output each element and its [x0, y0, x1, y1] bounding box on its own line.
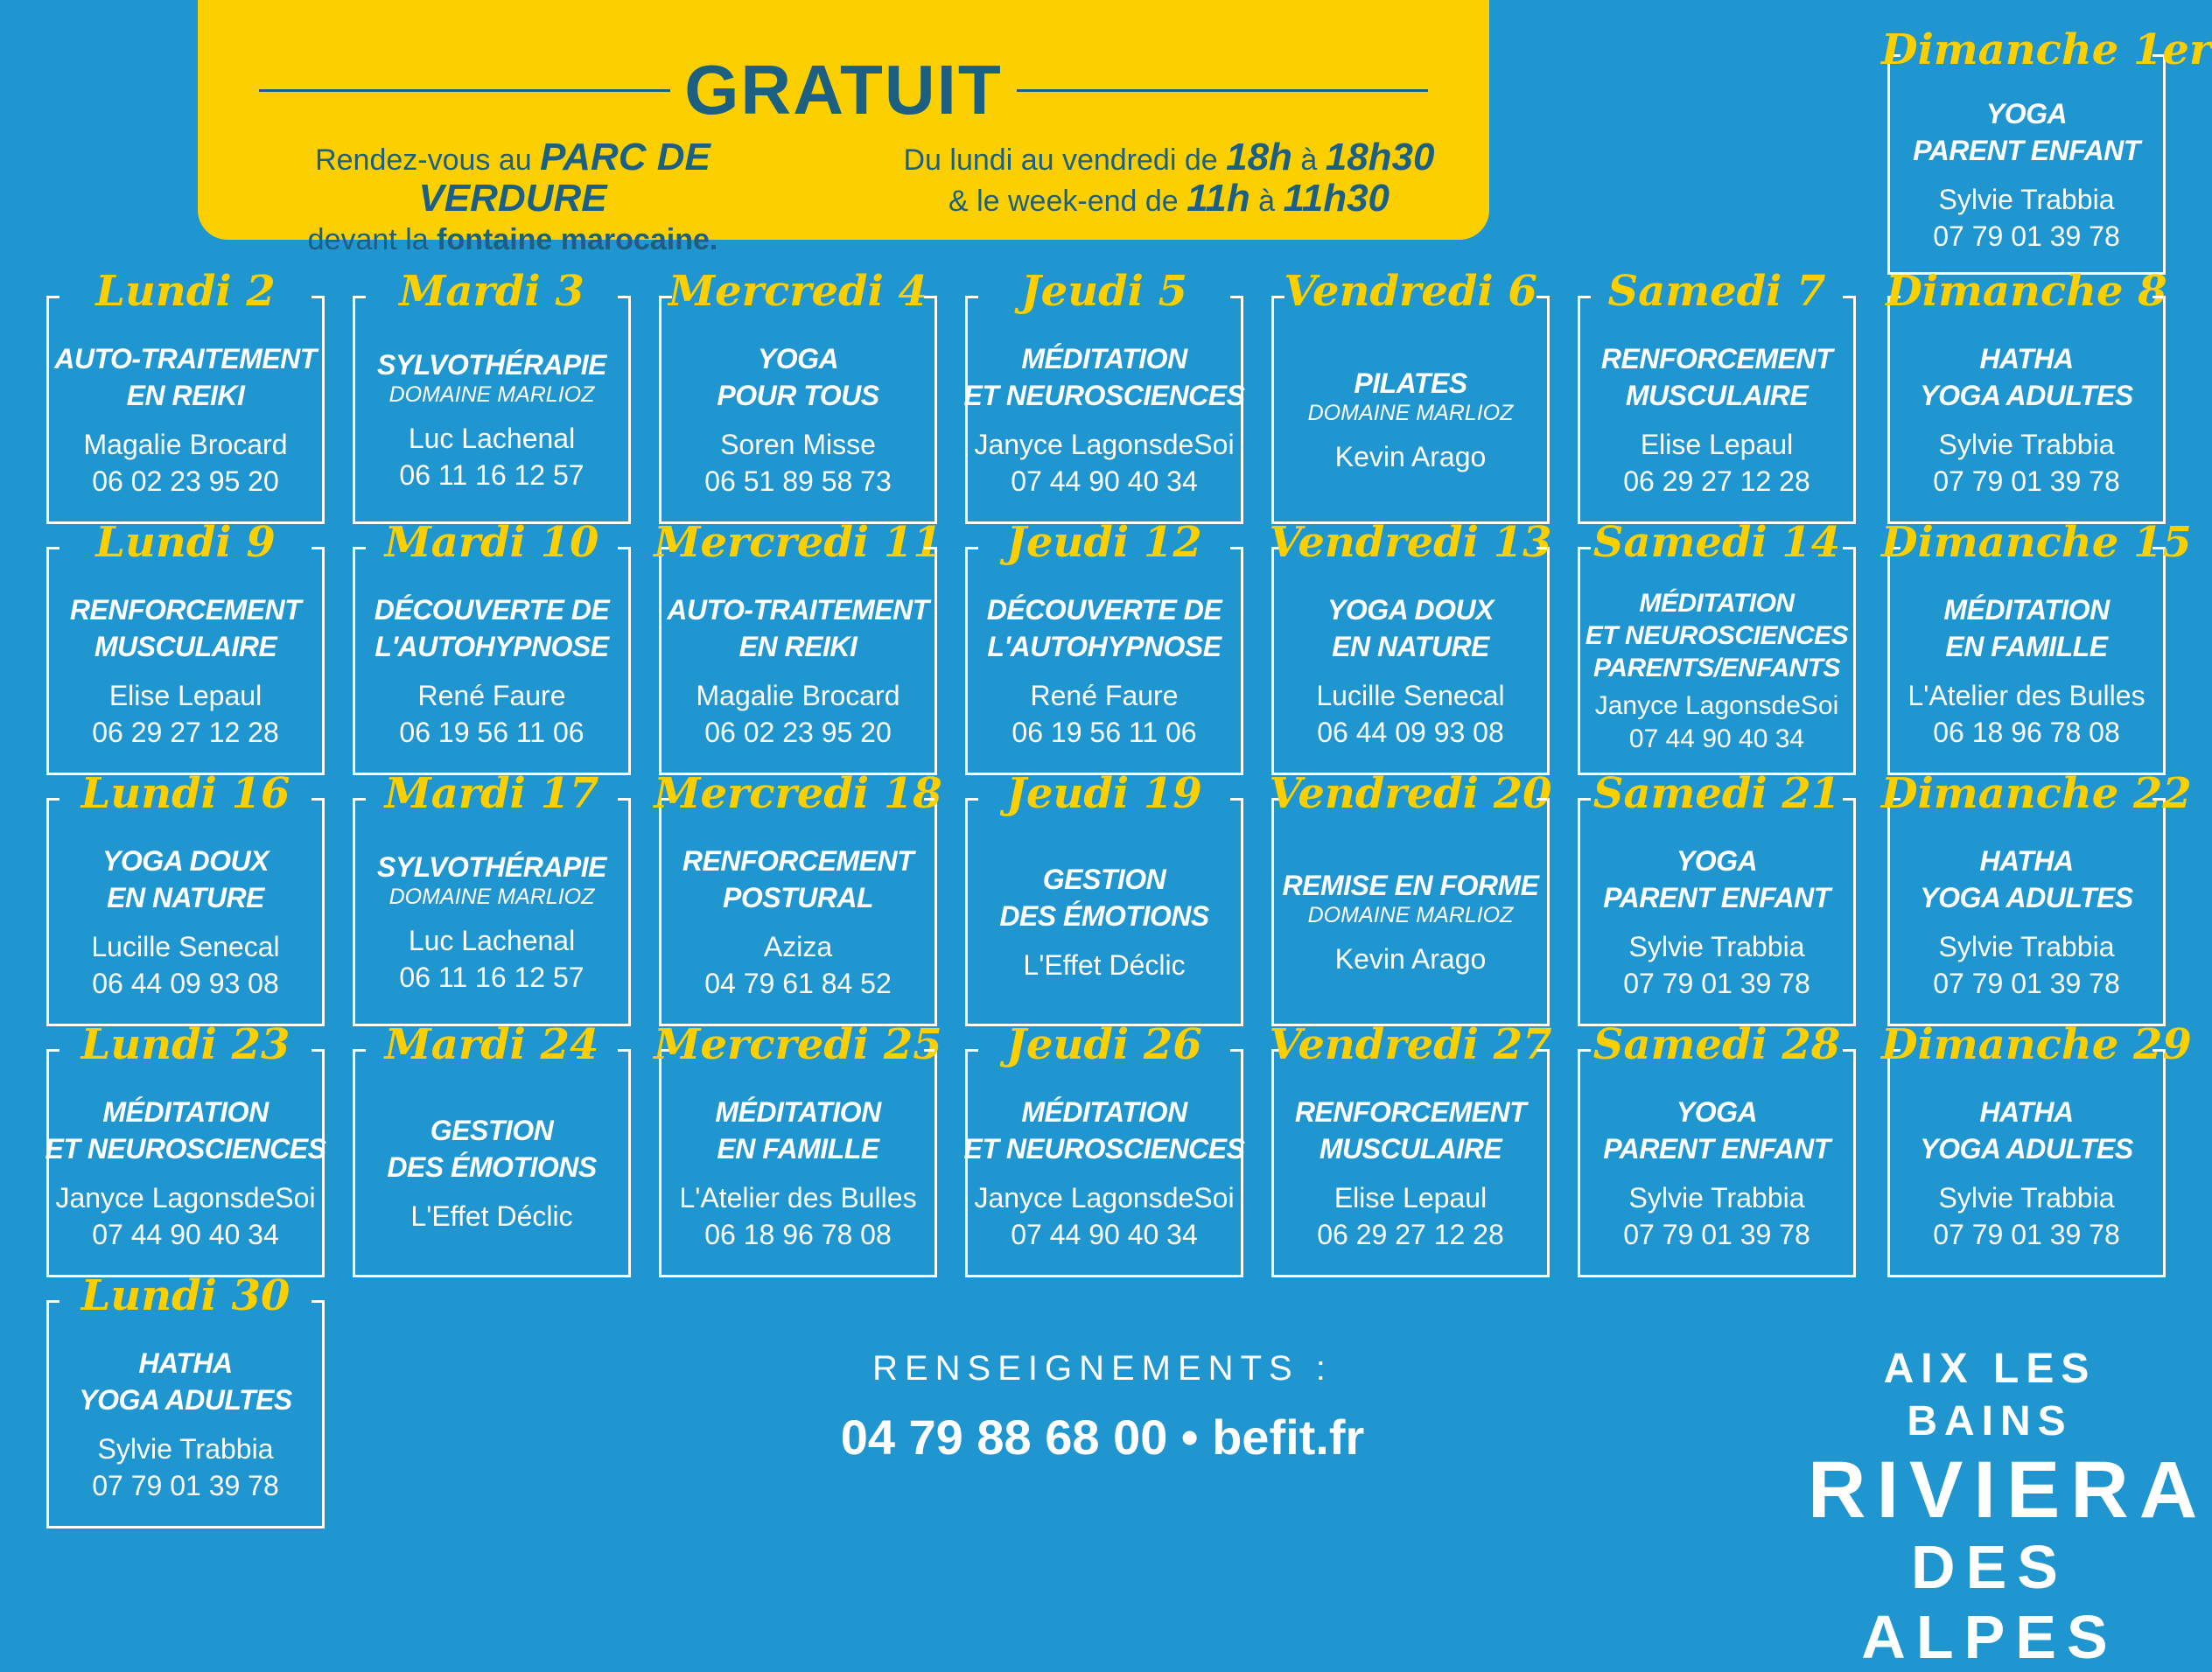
instructor-phone: 07 44 90 40 34 [1011, 1219, 1198, 1250]
day-card [1881, 25, 2212, 275]
day-title: Dimanche 1er [1881, 25, 2212, 74]
instructor-name: Sylvie Trabbia [1938, 429, 2115, 460]
day-card-body [52, 828, 318, 1017]
title-row [259, 51, 1428, 129]
instructor-phone: 06 18 96 78 08 [704, 1219, 892, 1250]
day-title: Mercredi 25 [654, 1020, 942, 1069]
activity-name: MÉDITATION [1639, 588, 1795, 618]
day-card-body [45, 1079, 326, 1268]
day-title: Vendredi 6 [1284, 267, 1537, 316]
activity-name: HATHA [1979, 845, 2074, 877]
instructor-phone: 07 44 90 40 34 [1011, 465, 1198, 497]
weekend-end: 11h30 [1283, 177, 1390, 220]
instructor-phone: 07 79 01 39 78 [1933, 220, 2120, 252]
instructor-phone: 06 44 09 93 08 [1317, 717, 1504, 748]
activity-name: PARENT ENFANT [1913, 134, 2140, 166]
day-title: Vendredi 20 [1269, 769, 1552, 818]
day-card [965, 518, 1243, 775]
instructor-phone: 06 02 23 95 20 [92, 465, 279, 497]
instructor-phone: 06 18 96 78 08 [1933, 717, 2120, 748]
day-card-body [359, 1079, 625, 1268]
day-card [46, 267, 325, 524]
day-title: Dimanche 22 [1881, 769, 2192, 818]
instructor-name: Elise Lepaul [1640, 429, 1794, 460]
instructor-name: Sylvie Trabbia [1938, 931, 2115, 962]
weekend-start: 11h [1186, 177, 1250, 220]
instructor-phone: 06 29 27 12 28 [1317, 1219, 1504, 1250]
meeting-place [233, 138, 793, 259]
day-card-body [665, 828, 931, 1017]
day-card [1269, 518, 1552, 775]
day-card [1881, 769, 2192, 1026]
brand-logo [1808, 1343, 2208, 1672]
day-card-body [1894, 325, 2160, 514]
logo-line-1: AIX LES BAINS [1883, 1346, 2096, 1445]
activity-name: HATHA [138, 1347, 233, 1379]
day-title: Lundi 9 [95, 518, 276, 567]
day-card-body [1584, 577, 1850, 766]
day-card-body [359, 828, 625, 1017]
activity-venue: DOMAINE MARLIOZ [1307, 903, 1514, 927]
day-title: Samedi 28 [1592, 1020, 1841, 1069]
instructor-phone: 07 79 01 39 78 [1933, 1219, 2120, 1250]
day-title: Mardi 24 [384, 1020, 599, 1069]
instructor-name: L'Effet Déclic [1023, 949, 1186, 981]
logo-line-2: RIVIERA [1808, 1445, 2208, 1535]
day-card [353, 1020, 631, 1277]
day-card-body [963, 1079, 1245, 1268]
day-card-body [1584, 325, 1850, 514]
day-card [963, 267, 1245, 524]
day-card [353, 267, 631, 524]
activity-name: MUSCULAIRE [94, 631, 277, 662]
activity-name: EN REIKI [126, 380, 245, 411]
day-title: Vendredi 27 [1269, 1020, 1552, 1069]
day-title: Mardi 10 [384, 518, 599, 567]
activity-name: REMISE EN FORME [1282, 870, 1539, 901]
activity-name: POSTURAL [723, 882, 873, 913]
day-title: Mercredi 11 [654, 518, 942, 567]
instructor-phone: 06 44 09 93 08 [92, 968, 279, 999]
day-card [46, 1271, 325, 1529]
day-title: Mardi 3 [399, 267, 584, 316]
activity-name: AUTO-TRAITEMENT [54, 343, 317, 374]
instructor-name: René Faure [417, 680, 566, 711]
day-card-body [971, 828, 1237, 1017]
activity-name: MÉDITATION [1943, 594, 2110, 626]
day-title: Vendredi 13 [1269, 518, 1552, 567]
day-card-body [665, 325, 931, 514]
day-card [1881, 1020, 2192, 1277]
day-card-body [1278, 828, 1544, 1017]
activity-name: ET NEUROSCIENCES [963, 1133, 1245, 1165]
day-title: Mardi 17 [384, 769, 599, 818]
day-card [46, 769, 325, 1026]
instructor-name: Magalie Brocard [83, 429, 288, 460]
instructor-name: Kevin Arago [1334, 943, 1487, 975]
instructor-name: Kevin Arago [1334, 441, 1487, 472]
instructor-name: L'Atelier des Bulles [679, 1182, 917, 1214]
activity-name: RENFORCEMENT [682, 845, 914, 877]
activity-name: MÉDITATION [102, 1096, 269, 1128]
day-card-body [359, 325, 625, 514]
instructor-name: Sylvie Trabbia [1628, 931, 1805, 962]
instructor-phone: 06 02 23 95 20 [704, 717, 892, 748]
instructor-name: L'Atelier des Bulles [1908, 680, 2146, 711]
day-card-body [1278, 325, 1544, 514]
activity-name: SYLVOTHÉRAPIE [377, 349, 606, 381]
day-title: Samedi 21 [1592, 769, 1841, 818]
day-card [654, 1020, 942, 1277]
activity-name: PILATES [1354, 367, 1467, 399]
day-title: Mercredi 18 [654, 769, 942, 818]
day-card [1578, 518, 1856, 775]
activity-name: EN REIKI [738, 631, 858, 662]
activity-name: MÉDITATION [715, 1096, 881, 1128]
activity-name: POUR TOUS [717, 380, 879, 411]
day-card-body [52, 577, 318, 766]
weekday-end: 18h30 [1325, 136, 1435, 178]
instructor-phone: 07 44 90 40 34 [1628, 724, 1805, 753]
instructor-name: Sylvie Trabbia [1938, 183, 2115, 215]
instructor-name: Sylvie Trabbia [1628, 1182, 1805, 1214]
activity-name: AUTO-TRAITEMENT [667, 594, 929, 626]
instructor-phone: 06 19 56 11 06 [1012, 717, 1197, 748]
activity-name: DÉCOUVERTE DE [986, 594, 1222, 626]
day-card [659, 267, 937, 524]
instructor-phone: 06 11 16 12 57 [399, 459, 584, 491]
day-title: Jeudi 19 [1006, 769, 1202, 818]
page-title: GRATUIT [684, 51, 1003, 129]
instructor-name: Sylvie Trabbia [1938, 1182, 2115, 1214]
activity-name: YOGA [757, 343, 839, 374]
activity-name: MUSCULAIRE [1319, 1133, 1502, 1165]
activity-name: YOGA ADULTES [79, 1384, 292, 1416]
instructor-name: Janyce LagonsdeSoi [55, 1182, 316, 1214]
instructor-phone: 06 29 27 12 28 [92, 717, 279, 748]
activity-name: YOGA [1985, 97, 2068, 129]
instructor-name: Luc Lachenal [408, 925, 576, 956]
meeting-place-name: PARC DE VERDURE [418, 136, 710, 220]
instructor-name: Elise Lepaul [1334, 1182, 1488, 1214]
day-card [654, 769, 942, 1026]
activity-venue: DOMAINE MARLIOZ [388, 885, 595, 909]
day-card-body [665, 1079, 931, 1268]
activity-venue: DOMAINE MARLIOZ [388, 382, 595, 407]
instructor-phone: 07 44 90 40 34 [92, 1219, 279, 1250]
day-card-body [963, 325, 1245, 514]
activity-name: ET NEUROSCIENCES [963, 380, 1245, 411]
instructor-phone: 07 79 01 39 78 [1623, 1219, 1810, 1250]
day-card [963, 1020, 1245, 1277]
schedule-hours [872, 138, 1466, 220]
day-card [1578, 769, 1856, 1026]
activity-name: RENFORCEMENT [1294, 1096, 1527, 1128]
weekday-start: 18h [1226, 136, 1292, 178]
day-title: Lundi 2 [95, 267, 276, 316]
activity-name: L'AUTOHYPNOSE [374, 631, 609, 662]
weekend-prefix: & le week-end de [948, 185, 1187, 218]
day-card-body [1894, 828, 2160, 1017]
day-card-body [1894, 1079, 2160, 1268]
activity-name: YOGA DOUX [1327, 594, 1494, 626]
day-title: Lundi 23 [80, 1020, 290, 1069]
activity-name: YOGA ADULTES [1920, 1133, 2133, 1165]
day-title: Samedi 7 [1607, 267, 1826, 316]
instructor-phone: 06 51 89 58 73 [704, 465, 892, 497]
activity-name: EN NATURE [1332, 631, 1489, 662]
logo-line-3: DES ALPES [1861, 1533, 2118, 1671]
day-title: Dimanche 8 [1886, 267, 2167, 316]
activity-name: HATHA [1979, 343, 2074, 374]
day-card-body [1278, 577, 1544, 766]
activity-name: YOGA DOUX [102, 845, 269, 877]
instructor-phone: 04 79 61 84 52 [704, 968, 892, 999]
activity-name: GESTION [1042, 864, 1166, 895]
activity-name: MÉDITATION [1021, 343, 1187, 374]
activity-name: HATHA [1979, 1096, 2074, 1128]
day-title: Jeudi 12 [1006, 518, 1202, 567]
activity-name: PARENT ENFANT [1603, 882, 1830, 913]
day-card-body [971, 577, 1237, 766]
day-card [965, 769, 1243, 1026]
instructor-phone: 07 79 01 39 78 [1933, 465, 2120, 497]
activity-name: DÉCOUVERTE DE [374, 594, 610, 626]
activity-name: DES ÉMOTIONS [999, 900, 1209, 932]
activity-venue: DOMAINE MARLIOZ [1307, 401, 1514, 425]
day-title: Lundi 16 [80, 769, 290, 818]
activity-name: RENFORCEMENT [69, 594, 302, 626]
activity-name: MUSCULAIRE [1625, 380, 1809, 411]
activity-name: YOGA [1676, 1096, 1758, 1128]
activity-name: EN FAMILLE [717, 1133, 879, 1165]
activity-name: DES ÉMOTIONS [387, 1151, 597, 1183]
instructor-name: Aziza [763, 931, 833, 962]
day-card-body [1894, 577, 2160, 766]
meeting-place-line2-prefix: devant la [307, 223, 438, 256]
instructor-name: René Faure [1030, 680, 1179, 711]
day-card-body [1278, 1079, 1544, 1268]
weekday-prefix: Du lundi au vendredi de [903, 143, 1227, 177]
day-title: Samedi 14 [1592, 518, 1841, 567]
day-card [46, 518, 325, 775]
instructor-phone: 06 11 16 12 57 [399, 962, 584, 993]
instructor-name: L'Effet Déclic [410, 1200, 573, 1232]
activity-name: YOGA [1676, 845, 1758, 877]
instructor-phone: 06 19 56 11 06 [399, 717, 584, 748]
activity-name: EN FAMILLE [1945, 631, 2108, 662]
instructor-name: Magalie Brocard [696, 680, 900, 711]
activity-name: EN NATURE [107, 882, 264, 913]
day-card [1269, 769, 1552, 1026]
instructor-name: Janyce LagonsdeSoi [974, 429, 1235, 460]
day-card [1578, 267, 1856, 524]
instructor-name: Soren Misse [720, 429, 876, 460]
instructor-name: Lucille Senecal [1316, 680, 1505, 711]
instructor-name: Janyce LagonsdeSoi [1594, 690, 1839, 720]
activity-name: L'AUTOHYPNOSE [987, 631, 1222, 662]
activity-name: ET NEUROSCIENCES [1585, 620, 1849, 650]
instructor-name: Janyce LagonsdeSoi [974, 1182, 1235, 1214]
activity-name: YOGA ADULTES [1920, 380, 2133, 411]
day-card-body [1894, 84, 2160, 265]
day-card [1578, 1020, 1856, 1277]
day-title: Lundi 30 [80, 1271, 290, 1320]
activity-name: SYLVOTHÉRAPIE [377, 851, 606, 883]
meeting-place-landmark: fontaine marocaine. [437, 223, 718, 256]
title-rule-right [1017, 89, 1428, 92]
contact-line: 04 79 88 68 00 • befit.fr [840, 1410, 1365, 1465]
instructor-phone: 07 79 01 39 78 [1933, 968, 2120, 999]
day-card [353, 518, 631, 775]
day-card [654, 518, 942, 775]
day-card [353, 769, 631, 1026]
meeting-place-prefix: Rendez-vous au [315, 143, 541, 177]
day-card-body [52, 1330, 318, 1519]
day-card-body [359, 577, 625, 766]
weekday-mid: à [1292, 143, 1326, 177]
activity-name: ET NEUROSCIENCES [45, 1133, 326, 1165]
day-card [45, 1020, 326, 1277]
day-card [1881, 518, 2192, 775]
day-title: Dimanche 29 [1881, 1020, 2192, 1069]
activity-name: YOGA ADULTES [1920, 882, 2133, 913]
day-card-body [52, 325, 318, 514]
day-card-body [1584, 828, 1850, 1017]
day-title: Jeudi 26 [1006, 1020, 1202, 1069]
header-banner [198, 0, 1489, 256]
day-card [1886, 267, 2167, 524]
day-title: Jeudi 5 [1020, 267, 1188, 316]
activity-name: PARENTS/ENFANTS [1593, 653, 1840, 682]
day-card-body [665, 577, 931, 766]
day-title: Dimanche 15 [1881, 518, 2192, 567]
activity-name: GESTION [430, 1115, 554, 1146]
activity-name: PARENT ENFANT [1603, 1133, 1830, 1165]
instructor-name: Elise Lepaul [108, 680, 262, 711]
weekend-mid: à [1250, 185, 1284, 218]
instructor-name: Luc Lachenal [408, 423, 576, 454]
day-card-body [1584, 1079, 1850, 1268]
day-card [1271, 267, 1550, 524]
day-title: Mercredi 4 [668, 267, 928, 316]
day-card [1269, 1020, 1552, 1277]
instructor-phone: 07 79 01 39 78 [92, 1470, 279, 1501]
instructor-phone: 06 29 27 12 28 [1623, 465, 1810, 497]
info-label: RENSEIGNEMENTS : [872, 1349, 1333, 1388]
activity-name: MÉDITATION [1021, 1096, 1187, 1128]
instructor-name: Lucille Senecal [91, 931, 280, 962]
instructor-name: Sylvie Trabbia [97, 1433, 274, 1465]
activity-name: RENFORCEMENT [1600, 343, 1833, 374]
instructor-phone: 07 79 01 39 78 [1623, 968, 1810, 999]
